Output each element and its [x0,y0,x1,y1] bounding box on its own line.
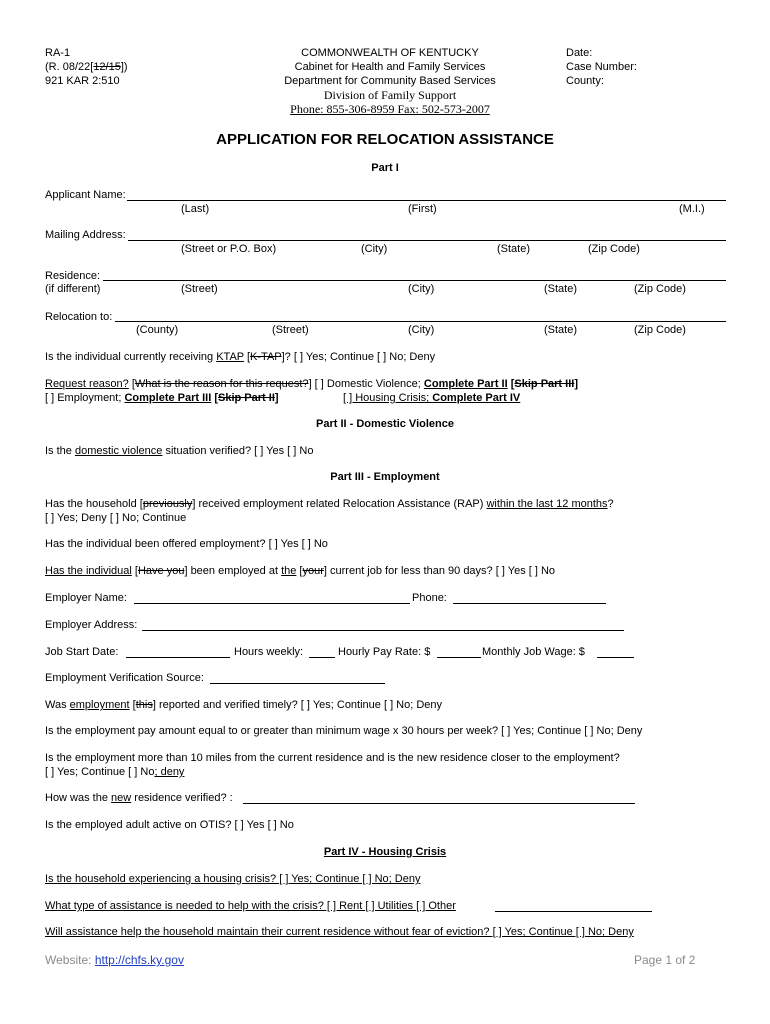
was-post: ] reported and verified timely? [ ] Yes; Continue [ ] No; Deny [152,699,443,711]
was-pre: Was [45,699,70,711]
employed-mid: ] been employed at [184,565,282,577]
reason-mid: ] [ ] Domestic Violence; [308,378,424,390]
verification-source-label: Employment Verification Source: [45,672,204,684]
rev-prefix: (R. 08/22[ [45,61,94,73]
reason-struck: What is the reason for this request? [134,378,309,390]
assistance-other-field[interactable] [495,911,652,912]
reason-label: Request reason? [45,378,129,390]
case-number-label: Case Number: [566,61,637,73]
complete-part2: Complete Part II [423,378,508,390]
eviction-question[interactable] [45,926,634,939]
division-name: Division of Family Support [323,88,457,102]
complete-part3: Complete Part III [124,392,212,404]
applicant-name-label: Applicant Name: [45,189,126,201]
applicant-last-sub: (Last) [181,203,210,215]
assistance-type-question[interactable] [45,900,456,913]
dv-term: domestic violence [74,445,163,457]
mailing-state-sub: (State) [497,243,531,255]
hourly-rate-label: Hourly Pay Rate: $ [338,646,431,658]
housing-crisis-option[interactable] [343,392,520,405]
how-new: new [111,792,132,804]
agency-line-2: Cabinet for Health and Family Services [294,61,486,73]
ktap-pre: Is the individual currently receiving [45,351,217,363]
mailing-city-sub: (City) [361,243,388,255]
employer-address-label: Employer Address: [45,619,138,631]
relocation-state-sub: (State) [544,324,578,336]
mailing-zip-sub: (Zip Code) [588,243,640,255]
residence-state-sub: (State) [544,283,578,295]
rap-options[interactable]: [ ] Yes; Deny [ ] No; Continue [45,512,187,524]
applicant-mi-sub: (M.I.) [679,203,705,215]
skip2-open: [ [211,392,219,404]
distance-opts-a: [ ] Yes; Continue [ ] No [45,766,155,778]
employer-phone-label: Phone: [412,592,447,604]
residence-city-sub: (City) [408,283,435,295]
residence-street-sub: (Street) [181,283,218,295]
employer-name-label: Employer Name: [45,592,127,604]
skip-close: ] [574,378,578,390]
employer-name-field[interactable] [134,603,410,604]
hours-weekly-label: Hours weekly: [234,646,304,658]
rev-suffix: ]) [120,61,128,73]
agency-line-1: COMMONWEALTH OF KENTUCKY [301,47,479,59]
housing-q1-text: Is the household experiencing a housing crisis? [ ] Yes; Continue [ ] No; Deny [45,873,421,885]
ktap-open: [ [243,351,251,363]
applicant-first-sub: (First) [408,203,437,215]
relocation-label: Relocation to: [45,311,113,323]
job-start-label: Job Start Date: [45,646,119,658]
part4-heading [0,846,770,859]
rap-mid: ] received employment related Relocation Assistance (RAP) [192,498,487,510]
ktap-post: ]? [ ] Yes; Continue [ ] No; Deny [281,351,436,363]
relocation-zip-sub: (Zip Code) [634,324,686,336]
rap-question [45,498,614,511]
relocation-street-sub: (Street) [272,324,309,336]
part1-heading: Part I [371,162,399,174]
employed-90-days-question[interactable] [45,565,555,578]
relocation-county-sub: (County) [136,324,179,336]
ktap-struck: K-TAP [250,351,282,363]
rap-window: within the last 12 months [486,498,608,510]
phone-fax-text: Phone: 855-306-8959 Fax: 502-573-2007 [290,102,490,116]
complete-part4: Complete Part IV [432,392,521,404]
residence-field[interactable] [103,280,726,281]
request-reason-line2[interactable] [45,392,279,405]
ktap-question[interactable] [45,351,435,364]
website-label: Website: [45,953,95,967]
monthly-wage-label: Monthly Job Wage: $ [482,646,585,658]
how-verified-field[interactable] [243,803,635,804]
relocation-field[interactable] [115,321,726,322]
distance-options[interactable] [45,766,184,779]
regulation-ref: 921 KAR 2:510 [45,75,120,87]
request-reason-line1[interactable] [45,378,578,391]
employer-phone-field[interactable] [453,603,606,604]
mailing-address-field[interactable] [128,240,726,241]
was-open: [ [129,699,136,711]
date-label: Date: [566,47,593,59]
dv-post: situation verified? [ ] Yes [ ] No [162,445,314,457]
reason-open: [ [128,378,135,390]
verification-source-field[interactable] [210,683,385,684]
dv-verified-question[interactable] [45,445,313,458]
employed-open: [ [131,565,138,577]
distance-question: Is the employment more than 10 miles from the current residence and is the new residence closer to the employment? [45,752,620,764]
how-pre: How was the [45,792,112,804]
distance-opts-b: ; deny [154,766,185,778]
hourly-rate-field[interactable] [437,657,481,658]
footer-website [45,954,184,967]
revision-date [45,61,128,74]
agency-line-3: Department for Community Based Services [284,75,496,87]
employed-u1: Has the individual [45,565,132,577]
form-id: RA-1 [45,47,71,59]
monthly-wage-field[interactable] [597,657,634,658]
offered-employment-question[interactable]: Has the individual been offered employment? [ ] Yes [ ] No [45,538,328,550]
min-wage-question[interactable]: Is the employment pay amount equal to or greater than minimum wage x 30 hours per week? [ ] Yes; Continue [ ] No; Deny [45,725,643,737]
housing-q2-text: What type of assistance is needed to help with the crisis? [ ] Rent [ ] Utilities [ ] Other [45,900,456,912]
otis-question[interactable]: Is the employed adult active on OTIS? [ ] Yes [ ] No [45,819,294,831]
part4-heading-text: Part IV - Housing Crisis [323,846,447,858]
skip2-close: ] [274,392,279,404]
skip-part2-struck: Skip Part II [218,392,275,404]
residence-label: Residence: [45,270,101,282]
was-struck: this [135,699,153,711]
county-label: County: [566,75,604,87]
employed-u2: the [281,565,297,577]
part2-heading: Part II - Domestic Violence [316,418,454,430]
part3-heading: Part III - Employment [330,471,440,483]
phone-fax [240,103,540,116]
rap-struck: previously [142,498,193,510]
housing-crisis-question[interactable] [45,873,420,886]
page-number: Page 1 of 2 [634,953,696,967]
employed-open2: [ [296,565,303,577]
hours-weekly-field[interactable] [309,657,335,658]
was-employment: employment [69,699,130,711]
rev-struck: 12/15 [93,61,121,73]
relocation-city-sub: (City) [408,324,435,336]
website-link[interactable]: http://chfs.ky.gov [94,953,184,967]
page-title: APPLICATION FOR RELOCATION ASSISTANCE [216,131,554,148]
how-verified-label [45,792,233,805]
dv-pre: Is the [45,445,75,457]
reported-timely-question[interactable] [45,699,442,712]
how-post: residence verified? : [131,792,233,804]
rap-pre: Has the household [ [45,498,143,510]
employer-address-field[interactable] [142,630,624,631]
job-start-field[interactable] [126,657,230,658]
employed-post: ] current job for less than 90 days? [ ] Yes [ ] No [323,565,556,577]
mailing-street-sub: (Street or P.O. Box) [181,243,277,255]
skip-open: [ [507,378,515,390]
rap-post: ? [607,498,614,510]
employed-struck1: Have you [137,565,185,577]
employed-struck2: your [302,565,324,577]
mailing-address-label: Mailing Address: [45,229,126,241]
residence-note: (if different) [45,283,101,295]
ktap-term: KTAP [216,351,244,363]
employment-option: [ ] Employment; [45,392,125,404]
applicant-name-field[interactable] [127,200,726,201]
housing-q3-text: Will assistance help the household maintain their current residence without fear of eviction? [ ] Yes; Continue [ ] No; Deny [45,926,634,938]
residence-zip-sub: (Zip Code) [634,283,686,295]
housing-option-text: [ ] Housing Crisis; [343,392,433,404]
skip-part3-struck: Skip Part III [514,378,575,390]
